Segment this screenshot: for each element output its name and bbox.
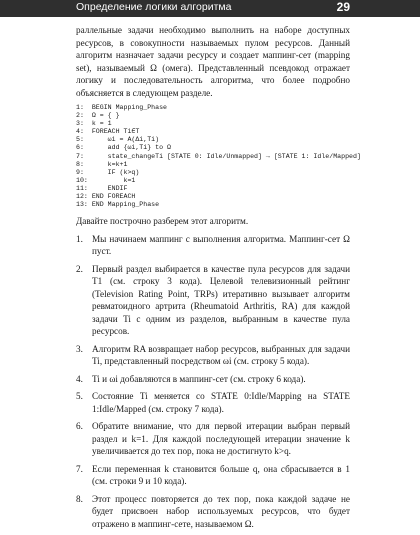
- item-number: 8.: [76, 493, 83, 504]
- item-number: 5.: [76, 391, 83, 402]
- code-line: 4: FOREACH Ti∈T: [76, 128, 140, 136]
- item-number: 3.: [76, 343, 83, 354]
- code-line: 9: IF (k>q): [76, 168, 140, 176]
- list-item: [76, 390, 350, 415]
- code-line: 2: Ω = { }: [76, 112, 120, 120]
- item-number: 7.: [76, 463, 83, 474]
- item-number: 6.: [76, 421, 83, 432]
- code-line: 1: BEGIN Mapping_Phase: [76, 104, 168, 111]
- list-item: [76, 463, 350, 488]
- item-text: Мы начинаем маппинг с выполнения алгоритма. Маппинг-сет Ω пуст.: [92, 233, 350, 257]
- list-item: [76, 420, 350, 458]
- item-text: Алгоритм RA возвращает набор ресурсов, выбранных для задачи Ti, представленный посредством ωi (см. строку 5 кода).: [92, 343, 350, 367]
- item-text: Первый раздел выбирается в качестве пула ресурсов для задачи T1 (см. строку 3 кода). Целевой телевизионный рейтинг (Television Rating Point, TRPs) итеративно вызывает алгоритм ревматоидного артрита (Rheumatoid Arthritis, RA) для каждой задачи Ti с одним из разделов, выбранным в качестве пула ресурсов.: [92, 263, 350, 337]
- list-item: [76, 493, 350, 531]
- item-text: Этот процесс повторяется до тех пор, пока каждой задаче не будет присвоен набор используемых ресурсов, что будет отражено в маппинг-сете, называемом Ω.: [92, 493, 350, 529]
- intro-paragraph: раллельные задачи необходимо выполнить на наборе доступных ресурсов, в совокупности называемых пулом ресурсов. Данный алгоритм назначает задачи ресурсу и создает маппинг-сет (mapping set), называемый Ω (омега). Представленный псевдокод отражает логику и последовательность алгоритма, что более подробно объясняется в следующем разделе.: [76, 25, 350, 98]
- steps-list: [76, 233, 350, 531]
- code-line: 5: ωi = A(Δi,Ti): [76, 136, 160, 144]
- page-number: 29: [336, 0, 350, 14]
- chapter-title: Определение логики алгоритма: [76, 1, 232, 13]
- list-item: [76, 233, 350, 258]
- item-number: 2.: [76, 263, 83, 274]
- item-number: 4.: [76, 373, 83, 384]
- item-text: Обратите внимание, что для первой итерации выбран первый раздел и k=1. Для каждой последующей итерации значение k увеличивается до тех пор, пока не достигнуто k>q.: [92, 421, 350, 457]
- list-item: [76, 263, 350, 338]
- code-line: 10: k=1: [76, 176, 136, 184]
- code-line: 11: ENDIF: [76, 184, 128, 192]
- code-line: 7: state_changeTi [STATE 0: Idle/Unmapped] → [STATE 1: Idle/Mapped]: [76, 152, 361, 160]
- item-text: Если переменная k становится больше q, она сбрасывается в 1 (см. строки 9 и 10 кода).: [92, 463, 350, 487]
- code-line: 12: END FOREACH: [76, 193, 136, 201]
- item-text: Ti и ωi добавляются в маппинг-сет (см. строку 6 кода).: [92, 373, 306, 384]
- code-line: 6: add {ωi,Ti} to Ω: [76, 144, 171, 152]
- code-line: 3: k = 1: [76, 120, 112, 128]
- list-item: [76, 373, 350, 386]
- code-line: 8: k=k+1: [76, 160, 128, 168]
- item-text: Состояние Ti меняется со STATE 0:Idle/Mapping на STATE 1:Idle/Mapped (см. строку 7 кода).: [92, 391, 350, 414]
- list-item: [76, 343, 350, 368]
- running-header: [0, 0, 420, 17]
- lead-in-paragraph: Давайте построчно разберем этот алгоритм.: [76, 216, 249, 227]
- item-number: 1.: [76, 233, 83, 244]
- pseudocode-block: [76, 104, 361, 209]
- code-line: 13: END Mapping_Phase: [76, 201, 160, 209]
- page-body: [76, 24, 361, 535]
